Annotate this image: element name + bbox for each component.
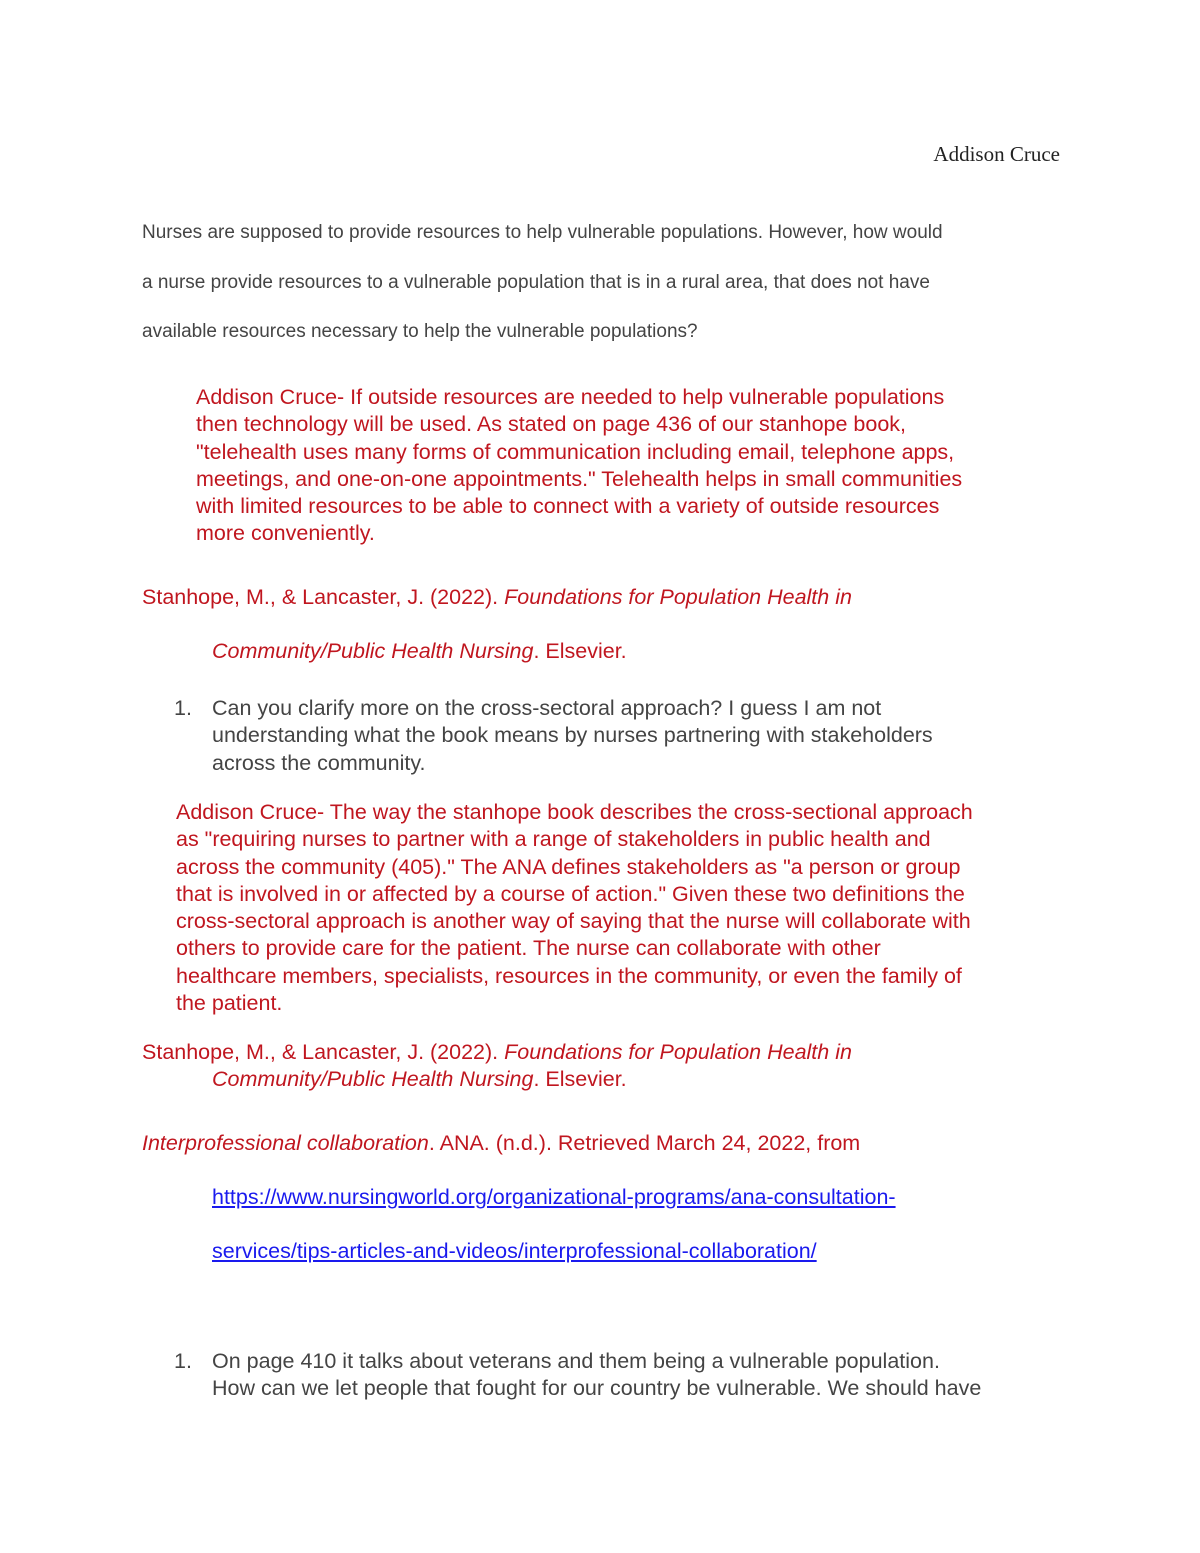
reference-authors: Stanhope, M., & Lancaster, J. (2022). bbox=[142, 585, 505, 609]
list-item-line: How can we let people that fought for our country be vulnerable. We should have bbox=[212, 1376, 982, 1401]
reference-title: Foundations for Population Health in bbox=[504, 585, 852, 609]
answer-line: as "requiring nurses to partner with a range of stakeholders in public health and bbox=[176, 827, 931, 852]
list-item-question-1 bbox=[174, 695, 933, 777]
answer-line: meetings, and one-on-one appointments." Telehealth helps in small communities bbox=[196, 466, 963, 491]
answer-line: healthcare members, specialists, resources in the community, or even the family of bbox=[176, 963, 962, 988]
answer-line: Addison Cruce- The way the stanhope book describes the cross-sectional approach bbox=[176, 800, 973, 824]
reference-1 bbox=[142, 570, 852, 678]
answer-line: with limited resources to be able to connect with a variety of outside resources bbox=[196, 494, 940, 519]
list-number: 1. bbox=[174, 1349, 192, 1373]
header-author-name: Addison Cruce bbox=[933, 142, 1060, 166]
reference-url-link[interactable]: https://www.nursingworld.org/organizational-programs/ana-consultation- bbox=[212, 1185, 896, 1209]
answer-line: then technology will be used. As stated on page 436 of our stanhope book, bbox=[196, 412, 907, 437]
list-item-question-2 bbox=[174, 1348, 981, 1403]
answer-line: Addison Cruce- If outside resources are needed to help vulnerable populations bbox=[196, 385, 945, 409]
question-paragraph bbox=[142, 208, 1062, 357]
answer-line: "telehealth uses many forms of communication including email, telephone apps, bbox=[196, 439, 955, 464]
reference-title: Foundations for Population Health in bbox=[504, 1040, 852, 1064]
reference-title: Interprofessional collaboration bbox=[142, 1131, 429, 1155]
reference-publisher: . Elsevier. bbox=[533, 1067, 627, 1092]
answer-line: the patient. bbox=[176, 991, 283, 1016]
answer-line: cross-sectoral approach is another way of saying that the nurse will collaborate with bbox=[176, 909, 971, 934]
answer-line: others to provide care for the patient. The nurse can collaborate with other bbox=[176, 936, 881, 961]
answer-line: more conveniently. bbox=[196, 521, 375, 546]
answer-line: across the community (405)." The ANA defines stakeholders as "a person or group bbox=[176, 854, 961, 879]
list-item-line: understanding what the book means by nurses partnering with stakeholders bbox=[212, 723, 933, 748]
list-item-line: On page 410 it talks about veterans and them being a vulnerable population. bbox=[212, 1349, 940, 1373]
reference-authors: Stanhope, M., & Lancaster, J. (2022). bbox=[142, 1040, 505, 1064]
answer-line: that is involved in or affected by a course of action." Given these two definitions the bbox=[176, 881, 965, 906]
reference-2 bbox=[142, 1039, 852, 1094]
answer-paragraph-2 bbox=[176, 799, 973, 1017]
reference-title-continued: Community/Public Health Nursing bbox=[212, 639, 534, 663]
list-number: 1. bbox=[174, 696, 192, 720]
question-line: Nurses are supposed to provide resources to help vulnerable populations. However, how would bbox=[142, 222, 943, 243]
reference-3 bbox=[142, 1116, 896, 1278]
answer-paragraph-1 bbox=[196, 384, 962, 548]
reference-publisher: . Elsevier. bbox=[533, 639, 627, 663]
reference-url-link-continued[interactable]: services/tips-articles-and-videos/interprofessional-collaboration/ bbox=[212, 1239, 817, 1263]
reference-title-continued: Community/Public Health Nursing bbox=[212, 1067, 534, 1092]
list-item-line: Can you clarify more on the cross-sectoral approach? I guess I am not bbox=[212, 696, 882, 720]
reference-retrieval: . ANA. (n.d.). Retrieved March 24, 2022, from bbox=[428, 1131, 861, 1155]
list-item-line: across the community. bbox=[212, 750, 426, 775]
question-line: a nurse provide resources to a vulnerable population that is in a rural area, that does not have bbox=[142, 271, 930, 293]
question-line: available resources necessary to help the vulnerable populations? bbox=[142, 321, 698, 342]
